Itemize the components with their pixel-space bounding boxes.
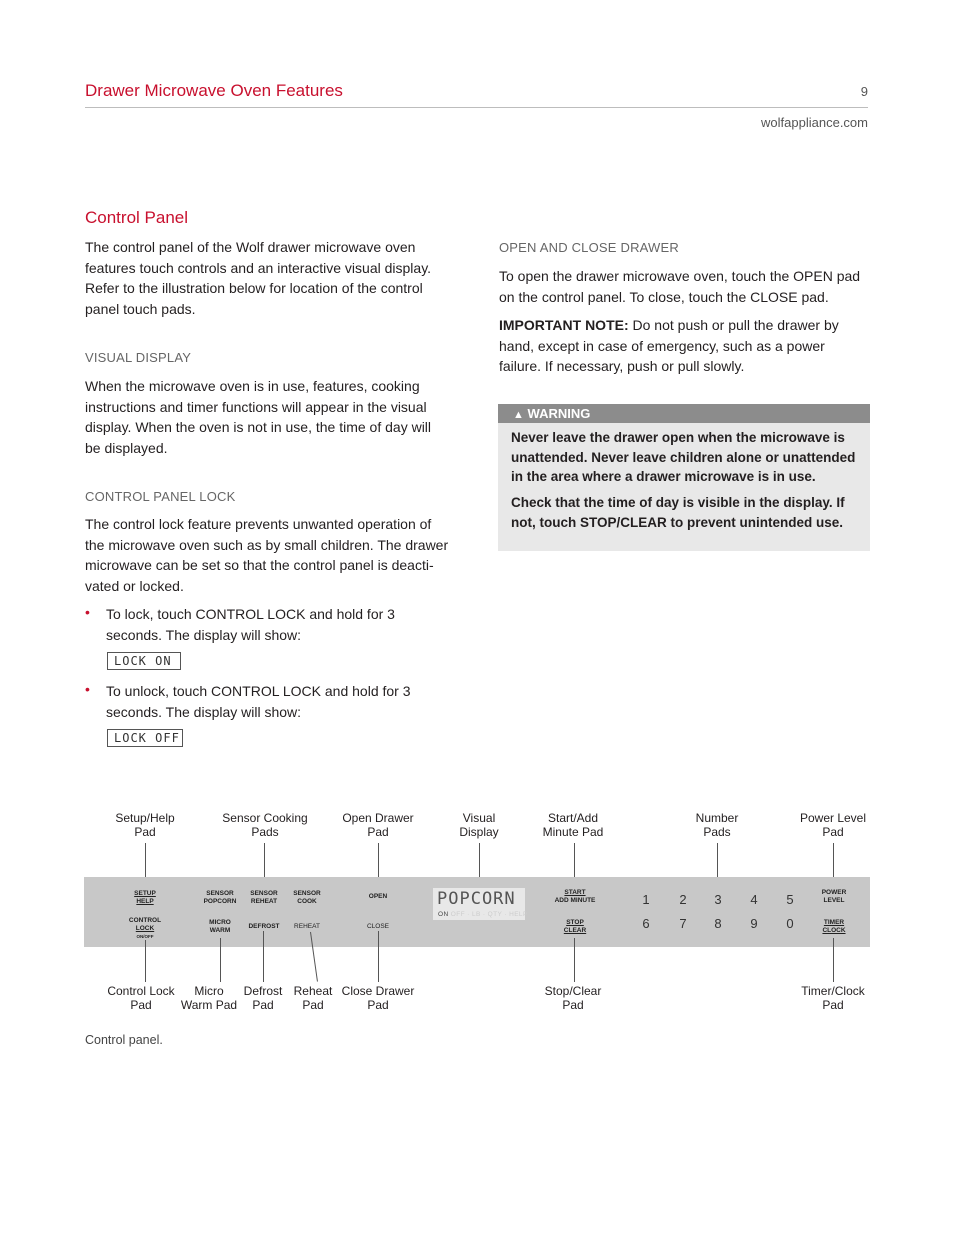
number-pad-1[interactable]: 1	[642, 892, 650, 907]
display-text: POPCORN	[437, 889, 516, 909]
unlock-instruction: To unlock, touch CONTROL LOCK and hold for 3 seconds. The display will show:	[106, 683, 411, 720]
label-reheat-pad: Reheat Pad	[293, 984, 333, 1012]
stop-clear-pad[interactable]: STOP CLEAR	[563, 919, 587, 934]
warning-header	[498, 404, 870, 423]
number-pad-2[interactable]: 2	[679, 892, 687, 907]
header-divider	[85, 107, 868, 108]
sensor-popcorn-pad[interactable]: SENSOR POPCORN	[203, 890, 237, 905]
number-pad-3[interactable]: 3	[714, 892, 722, 907]
number-pad-5[interactable]: 5	[786, 892, 794, 907]
number-pad-9[interactable]: 9	[750, 916, 758, 931]
visual-display-heading: VISUAL DISPLAY	[85, 350, 192, 365]
power-level-pad[interactable]: POWER LEVEL	[821, 889, 847, 904]
leader-line	[574, 938, 575, 982]
intro-paragraph: The control panel of the Wolf drawer microwave oven features touch controls and an interactive visual display. Refer to the illustration below for location of the control panel touch pads.	[85, 239, 432, 317]
label-open-drawer-pad: Open Drawer Pad	[342, 811, 414, 839]
warning-text-1: Never leave the drawer open when the microwave is unattended. Never leave children alone or unattended in the area where a drawer microwave is in use.	[511, 430, 856, 484]
section-title: Control Panel	[85, 208, 189, 227]
label-setup-help-pad: Setup/Help Pad	[115, 811, 175, 839]
important-note: IMPORTANT NOTE: Do not push or pull the drawer by hand, except in case of emergency, such as a power failure. If necessary, push or pull slowly.	[499, 317, 839, 374]
visual-display-paragraph: When the microwave oven is in use, features, cooking instructions and timer functions will appear in the visual display. When the oven is not in use, the time of day will be displayed.	[85, 378, 432, 456]
leader-line	[833, 938, 834, 982]
leader-line	[145, 940, 146, 982]
number-pad-8[interactable]: 8	[714, 916, 722, 931]
page-header-title: Drawer Microwave Oven Features	[85, 81, 343, 100]
display-indicators: ON OFF · LB · QTY · HELP	[438, 911, 528, 918]
label-visual-display: Visual Display	[459, 811, 499, 839]
sensor-reheat-pad[interactable]: SENSOR REHEAT	[250, 890, 278, 905]
number-pad-7[interactable]: 7	[679, 916, 687, 931]
reheat-pad[interactable]: REHEAT	[294, 923, 320, 930]
lock-instruction: To lock, touch CONTROL LOCK and hold for 3 seconds. The display will show:	[106, 606, 395, 643]
label-defrost-pad: Defrost Pad	[243, 984, 283, 1012]
label-control-lock-pad: Control Lock Pad	[107, 984, 175, 1012]
warning-text-2: Check that the time of day is visible in the display. If not, touch STOP/CLEAR to prevent unintended use.	[511, 495, 845, 530]
start-add-minute-pad[interactable]: START ADD MINUTE	[554, 889, 596, 904]
warning-label: WARNING	[527, 406, 591, 421]
lock-on-display: LOCK ON	[107, 652, 181, 670]
label-start-add-minute-pad: Start/Add Minute Pad	[542, 811, 604, 839]
micro-warm-pad[interactable]: MICRO WARM	[209, 919, 231, 934]
defrost-pad[interactable]: DEFROST	[248, 923, 280, 930]
number-pad-0[interactable]: 0	[786, 916, 794, 931]
warning-triangle-icon: ▲	[513, 409, 524, 421]
control-lock-pad[interactable]: CONTROL LOCK ON/OFF	[128, 917, 162, 939]
leader-line	[263, 931, 264, 982]
setup-help-pad[interactable]: SETUP HELP	[134, 890, 156, 905]
bullet-marker: •	[85, 681, 90, 697]
number-pad-6[interactable]: 6	[642, 916, 650, 931]
label-power-level-pad: Power Level Pad	[799, 811, 867, 839]
figure-caption: Control panel.	[85, 1033, 163, 1047]
control-lock-paragraph: The control lock feature prevents unwanted operation of the microwave oven such as by small children. The drawer microwave can be set so that the control panel is deacti- vated or locked.	[85, 516, 449, 594]
number-pad-4[interactable]: 4	[750, 892, 758, 907]
label-number-pads: Number Pads	[695, 811, 739, 839]
page-number: 9	[860, 84, 868, 99]
lock-off-display: LOCK OFF	[107, 729, 183, 747]
sensor-cook-pad[interactable]: SENSOR COOK	[293, 890, 321, 905]
leader-line	[378, 931, 379, 982]
close-pad[interactable]: CLOSE	[366, 923, 390, 930]
label-sensor-cooking-pads: Sensor Cooking Pads	[222, 811, 308, 839]
timer-clock-pad[interactable]: TIMER CLOCK	[822, 919, 846, 934]
label-micro-warm-pad: Micro Warm Pad	[180, 984, 238, 1012]
label-close-drawer-pad: Close Drawer Pad	[341, 984, 415, 1012]
open-close-paragraph: To open the drawer microwave oven, touch the OPEN pad on the control panel. To close, touch the CLOSE pad.	[499, 268, 861, 305]
label-timer-clock-pad: Timer/Clock Pad	[801, 984, 865, 1012]
open-pad[interactable]: OPEN	[368, 893, 388, 900]
leader-line	[220, 938, 221, 982]
website-url[interactable]: wolfappliance.com	[761, 115, 868, 130]
open-close-heading: OPEN AND CLOSE DRAWER	[499, 240, 679, 255]
bullet-marker: •	[85, 604, 90, 620]
label-stop-clear-pad: Stop/Clear Pad	[544, 984, 602, 1012]
control-lock-heading: CONTROL PANEL LOCK	[85, 489, 236, 504]
